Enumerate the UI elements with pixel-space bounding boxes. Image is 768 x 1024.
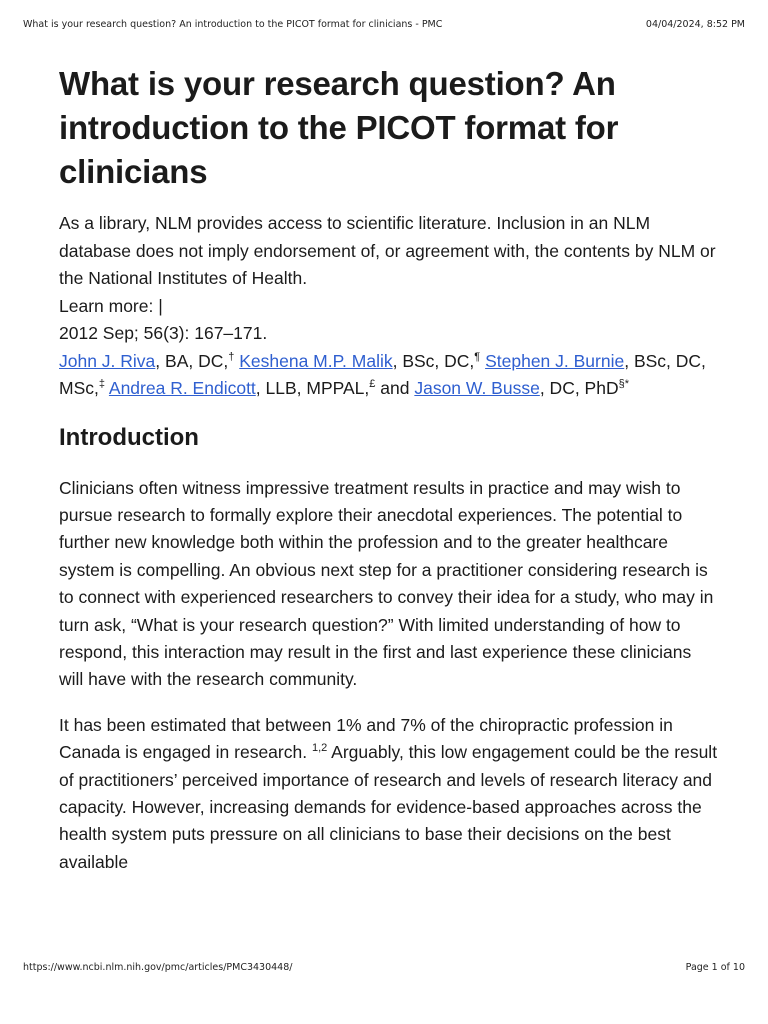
article-meta [59, 210, 719, 403]
paragraph [59, 712, 719, 876]
print-url: https://www.ncbi.nlm.nih.gov/pmc/articles/PMC3430448/ [23, 962, 293, 973]
citation: 2012 Sep; 56(3): 167–171. [59, 323, 268, 343]
paragraph-text: Arguably, this low engagement could be the result of practitioners’ perceived importance of research and levels of research literacy and capacity. However, increasing demands for evidence-based approaches across the health system puts pressure on all clinicians to base their decisions on the best available [59, 742, 718, 872]
section-heading: Introduction [59, 423, 199, 451]
author-degrees: , LLB, MPPAL, [255, 378, 370, 398]
author-link[interactable]: Jason W. Busse [414, 378, 540, 398]
article-title: What is your research question? An introduction to the PICOT format for clinicians [59, 65, 619, 190]
affiliation-mark: ¶ [474, 350, 481, 363]
nlm-notice: As a library, NLM provides access to scientific literature. Inclusion in an NLM database does not imply endorsement of, or agreement with, the contents by NLM or the National Institutes of Health. [59, 213, 716, 288]
author-list [59, 348, 719, 403]
affiliation-mark: §* [618, 378, 630, 391]
author-degrees: , BSc, DC, MSc, [59, 350, 706, 398]
author-link[interactable]: Andrea R. Endicott [108, 378, 256, 398]
author-link[interactable]: Keshena M.P. Malik [239, 350, 393, 371]
author-link[interactable]: John J. Riva [59, 350, 156, 371]
print-header [23, 19, 745, 30]
learn-more: Learn more: | [59, 295, 163, 316]
affiliation-mark: £ [369, 378, 376, 391]
article-content [59, 62, 719, 876]
author-degrees: , BSc, DC, [392, 350, 475, 371]
author-separator: and [375, 378, 415, 398]
print-datetime: 04/04/2024, 8:52 PM [645, 19, 745, 30]
paragraph-text: It has been estimated that between 1% and 7% of the chiropractic profession in Canada is engaged in research. [59, 714, 673, 763]
author-link[interactable]: Stephen J. Burnie [485, 350, 625, 371]
author-degrees: , BA, DC, [155, 350, 229, 371]
reference-marker[interactable]: 1,2 [311, 742, 328, 755]
print-page-number: Page 1 of 10 [685, 962, 745, 973]
print-footer [23, 962, 745, 973]
print-page-title: What is your research question? An introduction to the PICOT format for clinicians - PMC [23, 19, 443, 30]
affiliation-mark: † [228, 350, 235, 363]
paragraph: Clinicians often witness impressive treatment results in practice and may wish to pursue research to formally explore their anecdotal experiences. The potential to further new knowledge both within the profession and to the greater healthcare system is compelling. An obvious next step for a practitioner considering research is to connect with experienced researchers to convey their idea for a study, who may in turn ask, “What is your research question?” With limited understanding of how to respond, this interaction may result in the first and last experience these clinicians will have with the research community. [59, 477, 714, 690]
affiliation-mark: ‡ [98, 378, 105, 391]
author-degrees: , DC, PhD [539, 378, 619, 398]
